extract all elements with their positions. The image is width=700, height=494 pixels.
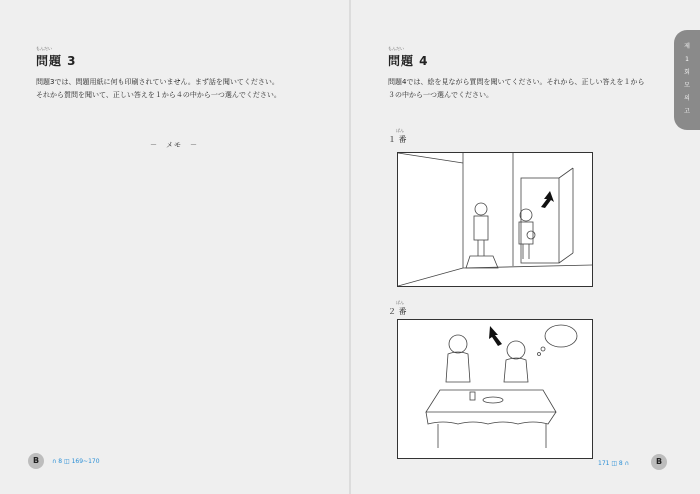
- title-furigana: もんだい: [388, 46, 404, 51]
- chapter-tab: [674, 30, 700, 130]
- table-drawing: [398, 320, 592, 458]
- tab-char: 모: [684, 82, 690, 89]
- instruction-line: 問題3では、問題用紙に何も印刷されていません。まず話を聞いてください。: [36, 78, 279, 86]
- right-page: [351, 0, 700, 494]
- page-badge: B: [28, 453, 44, 469]
- arrow-icon: [541, 191, 554, 208]
- item-furigana: ばん: [396, 300, 404, 305]
- item-furigana: ばん: [396, 128, 404, 133]
- instruction-text: [36, 76, 281, 102]
- instruction-line: それから質問を聞いて、正しい答えを１から４の中から一つ選んでください。: [36, 91, 281, 99]
- tab-char: 고: [684, 108, 690, 115]
- instruction-line: 問題4では、絵を見ながら質問を聞いてください。それから、正しい答えを１から: [388, 78, 645, 86]
- section-title: 問題 3: [36, 54, 77, 68]
- left-page: [0, 0, 349, 494]
- illustration-room: [397, 152, 593, 287]
- illustration-table: [397, 319, 593, 459]
- instruction-line: ３の中から一つ選んでください。: [388, 91, 493, 99]
- page-badge: B: [651, 454, 667, 470]
- section-title: 問題 4: [388, 54, 429, 68]
- instruction-text: [388, 76, 644, 102]
- page-info: 171 ◫ 8 ∩: [598, 460, 630, 467]
- tab-char: 의: [684, 95, 690, 102]
- tab-char: 제: [684, 43, 690, 50]
- page-info: ∩ 8 ◫ 169~170: [52, 458, 100, 465]
- item-label: １ 番: [388, 135, 407, 144]
- room-drawing: [398, 153, 592, 286]
- title-furigana: もんだい: [36, 46, 52, 51]
- item-label: ２ 番: [388, 307, 407, 316]
- arrow-icon: [489, 326, 502, 346]
- memo-label: － メモ －: [150, 141, 198, 149]
- tab-char: 1: [685, 56, 689, 63]
- tab-char: 회: [684, 69, 690, 76]
